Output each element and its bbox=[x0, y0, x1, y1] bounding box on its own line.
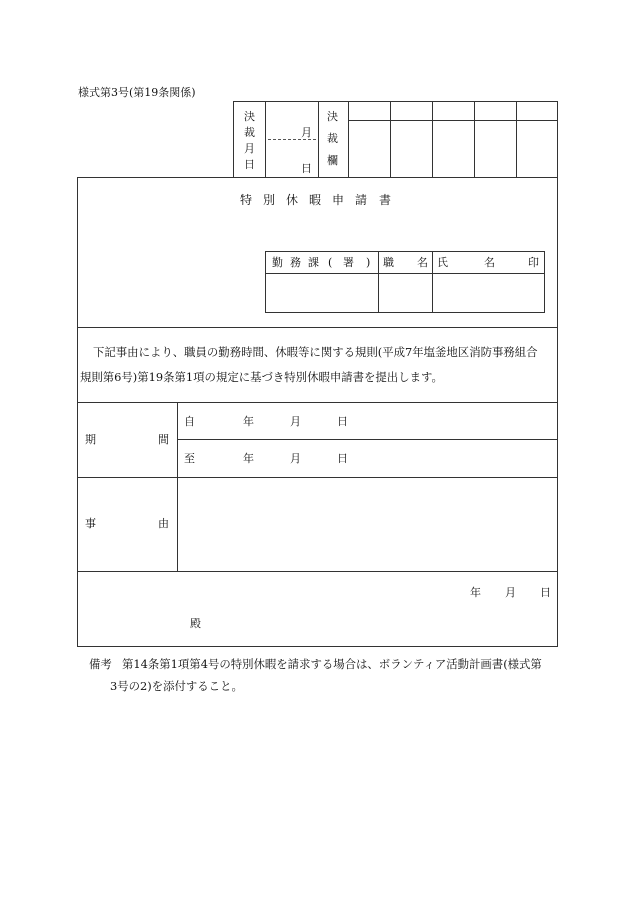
submission-year: 年 bbox=[470, 586, 481, 599]
period-label-1: 期 bbox=[85, 433, 96, 446]
submission-day: 日 bbox=[540, 586, 551, 599]
note-line-1: 第14条第1項第4号の特別休暇を請求する場合は、ボランティア活動計画書(様式第 bbox=[122, 657, 542, 671]
submission-date-input[interactable] bbox=[430, 580, 552, 604]
approval-column-label-3: 欄 bbox=[327, 154, 338, 167]
period-to-year: 年 bbox=[243, 452, 254, 465]
dept-input[interactable] bbox=[266, 274, 377, 311]
approval-date-label-3: 月 bbox=[244, 142, 255, 155]
reason-label-2: 由 bbox=[158, 517, 169, 530]
period-from-day: 日 bbox=[337, 415, 348, 428]
recipient-suffix: 殿 bbox=[190, 617, 201, 630]
approval-column-label-2: 裁 bbox=[327, 132, 338, 145]
approval-date-label-2: 裁 bbox=[244, 126, 255, 139]
reason-label-1: 事 bbox=[85, 517, 96, 530]
dept-char: 課 bbox=[308, 256, 319, 269]
name-input[interactable] bbox=[433, 274, 543, 311]
statement-line-2: 規則第6号)第19条第1項の規定に基づき特別休暇申請書を提出します。 bbox=[80, 370, 443, 384]
period-from-prefix: 自 bbox=[184, 415, 195, 428]
period-label-2: 間 bbox=[158, 433, 169, 446]
approval-day: 日 bbox=[301, 162, 312, 175]
title-char: 請 bbox=[355, 193, 368, 207]
period-to-month: 月 bbox=[290, 452, 301, 465]
note-line-2: 3号の2)を添付すること。 bbox=[110, 679, 243, 693]
title-char: 休 bbox=[286, 193, 299, 207]
period-from-year: 年 bbox=[243, 415, 254, 428]
seal-label: 印 bbox=[528, 256, 539, 269]
period-to-input[interactable] bbox=[198, 441, 378, 475]
title-char: 書 bbox=[379, 193, 392, 207]
title-char: 別 bbox=[263, 193, 276, 207]
recipient-input[interactable] bbox=[90, 610, 186, 634]
approval-date-label-4: 日 bbox=[244, 158, 255, 171]
dept-char: 勤 bbox=[272, 256, 283, 269]
form-label: 様式第3号(第19条関係) bbox=[78, 86, 196, 99]
reason-input[interactable] bbox=[179, 479, 556, 569]
position-input[interactable] bbox=[379, 274, 431, 311]
period-to-prefix: 至 bbox=[184, 452, 195, 465]
approval-month: 月 bbox=[301, 126, 312, 139]
period-from-input[interactable] bbox=[198, 404, 378, 437]
name-header-1: 氏 bbox=[437, 256, 448, 269]
period-from-month: 月 bbox=[290, 415, 301, 428]
approval-column-label-1: 決 bbox=[327, 110, 338, 123]
position-header-2: 名 bbox=[417, 256, 428, 269]
dept-char: ) bbox=[366, 256, 371, 269]
statement-line-1: 下記事由により、職員の勤務時間、休暇等に関する規則(平成7年塩釜地区消防事務組合 bbox=[93, 345, 538, 359]
title-char: 特 bbox=[240, 193, 253, 207]
approval-date-label-1: 決 bbox=[244, 110, 255, 123]
note-label: 備考 bbox=[89, 657, 112, 671]
submission-month: 月 bbox=[505, 586, 516, 599]
title-char: 申 bbox=[332, 193, 345, 207]
dept-char: 務 bbox=[290, 256, 301, 269]
name-header-2: 名 bbox=[484, 256, 495, 269]
title-char: 暇 bbox=[309, 193, 322, 207]
dept-char: ( bbox=[328, 256, 333, 269]
dept-char: 署 bbox=[343, 256, 354, 269]
period-to-day: 日 bbox=[337, 452, 348, 465]
position-header-1: 職 bbox=[383, 256, 394, 269]
